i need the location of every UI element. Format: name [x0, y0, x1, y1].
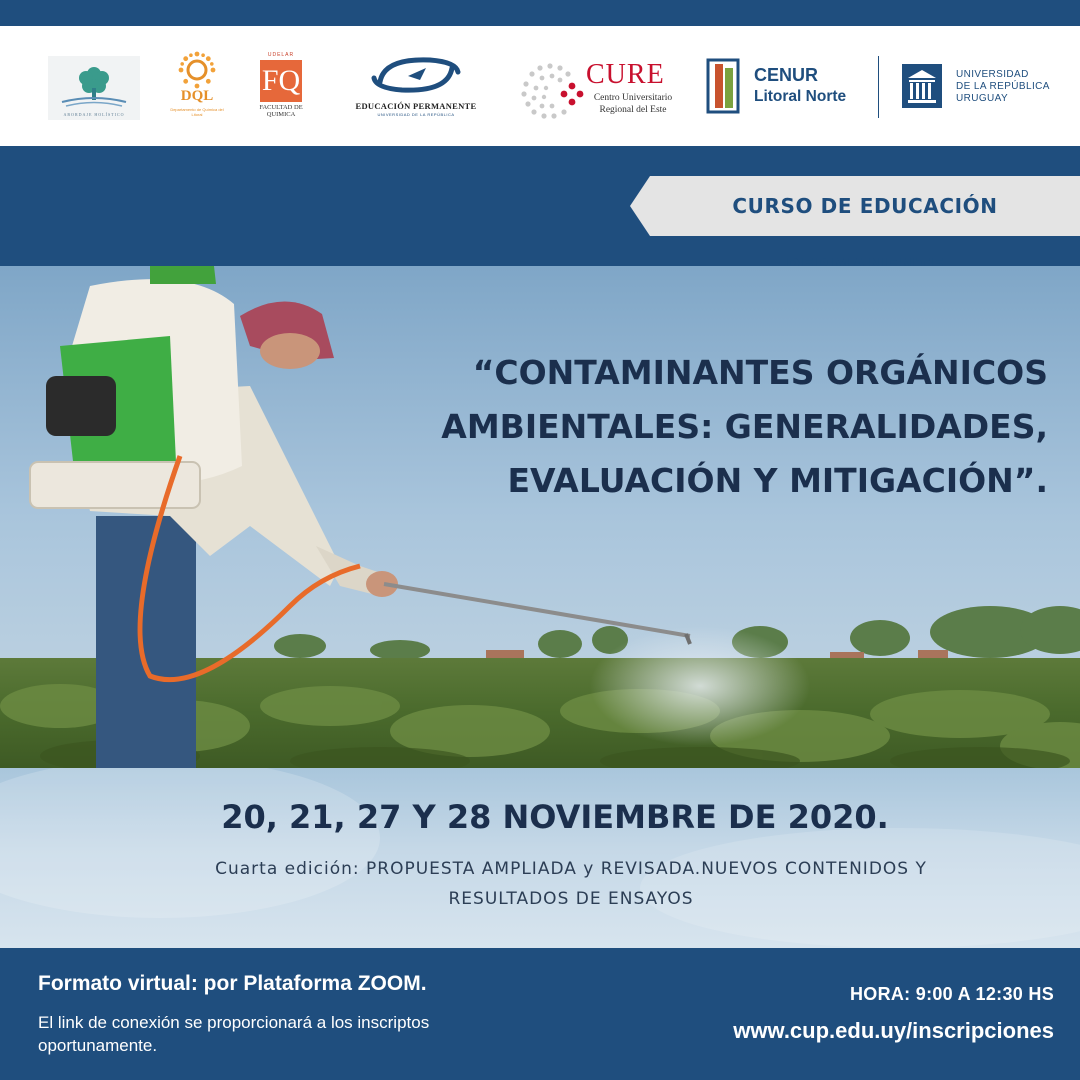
farmer-spraying-photo [0, 266, 1080, 768]
course-type-tag [630, 176, 1080, 236]
dql-logo [168, 50, 226, 120]
footer [0, 948, 1080, 1080]
abordaje-holistico-text: ABORDAJE HOLÍSTICO [63, 112, 125, 117]
dates-section [0, 768, 1080, 948]
dql-subtitle: Departamento de Química del Litoral [170, 107, 224, 117]
tree-icon [48, 56, 140, 120]
dot-circle-icon [520, 60, 584, 120]
fq-mark: FQ [260, 60, 302, 102]
facultad-quimica-logo [258, 52, 304, 124]
fq-top-text: UDELAR [267, 52, 295, 58]
udelar-line1: UNIVERSIDAD [956, 69, 1029, 80]
edition-note: Cuarta edición: PROPUESTA AMPLIADA y REVISADA.NUEVOS CONTENIDOS Y RESULTADOS DE ENSAYOS [215, 859, 927, 909]
fq-subtitle [258, 104, 304, 118]
cure-logo [520, 60, 680, 124]
cure-name: CURE [586, 59, 665, 90]
ep-name: EDUCACIÓN PERMANENTE [355, 101, 477, 111]
ep-subtitle: UNIVERSIDAD DE LA REPÚBLICA [377, 112, 455, 117]
cenur-name: CENUR [754, 65, 819, 85]
course-dates: 20, 21, 27 Y 28 NOVIEMBRE DE 2020. [221, 798, 889, 836]
fq-line2: QUIMICA [266, 111, 296, 118]
sun-icon [168, 50, 226, 90]
format-description: El link de conexión se proporcionará a los inscriptos oportunamente. [38, 1013, 430, 1055]
educacion-permanente-logo [350, 52, 482, 124]
bookmark-icon [706, 58, 746, 116]
format-title: Formato virtual: por Plataforma ZOOM. [38, 972, 427, 995]
udelar-logo [900, 62, 1060, 114]
hero-photo [0, 266, 1080, 768]
course-hours: HORA: 9:00 A 12:30 HS [849, 984, 1054, 1004]
swoosh-icon [350, 52, 482, 98]
cure-line2: Regional del Este [599, 105, 667, 115]
building-icon [900, 62, 944, 110]
udelar-text [956, 69, 1050, 105]
logo-divider [878, 56, 879, 118]
top-strip [0, 0, 1080, 26]
cure-subtitle [586, 92, 680, 116]
cenur-logo [706, 58, 866, 118]
registration-link[interactable]: www.cup.edu.uy/inscripciones [733, 1018, 1054, 1043]
dql-name: DQL [180, 88, 214, 104]
udelar-line2: DE LA REPÚBLICA [956, 81, 1050, 92]
cenur-subtitle: Litoral Norte [754, 88, 847, 105]
course-title: “CONTAMINANTES ORGÁNICOS AMBIENTALES: GENERALIDADES, EVALUACIÓN Y MITIGACIÓN”. [441, 353, 1048, 500]
course-type-label: CURSO DE EDUCACIÓN [732, 194, 998, 218]
udelar-line3: URUGUAY [956, 93, 1009, 104]
abordaje-holistico-logo [48, 56, 140, 120]
fq-line1: FACULTAD DE [259, 104, 303, 111]
cure-line1: Centro Universitario [593, 93, 673, 103]
